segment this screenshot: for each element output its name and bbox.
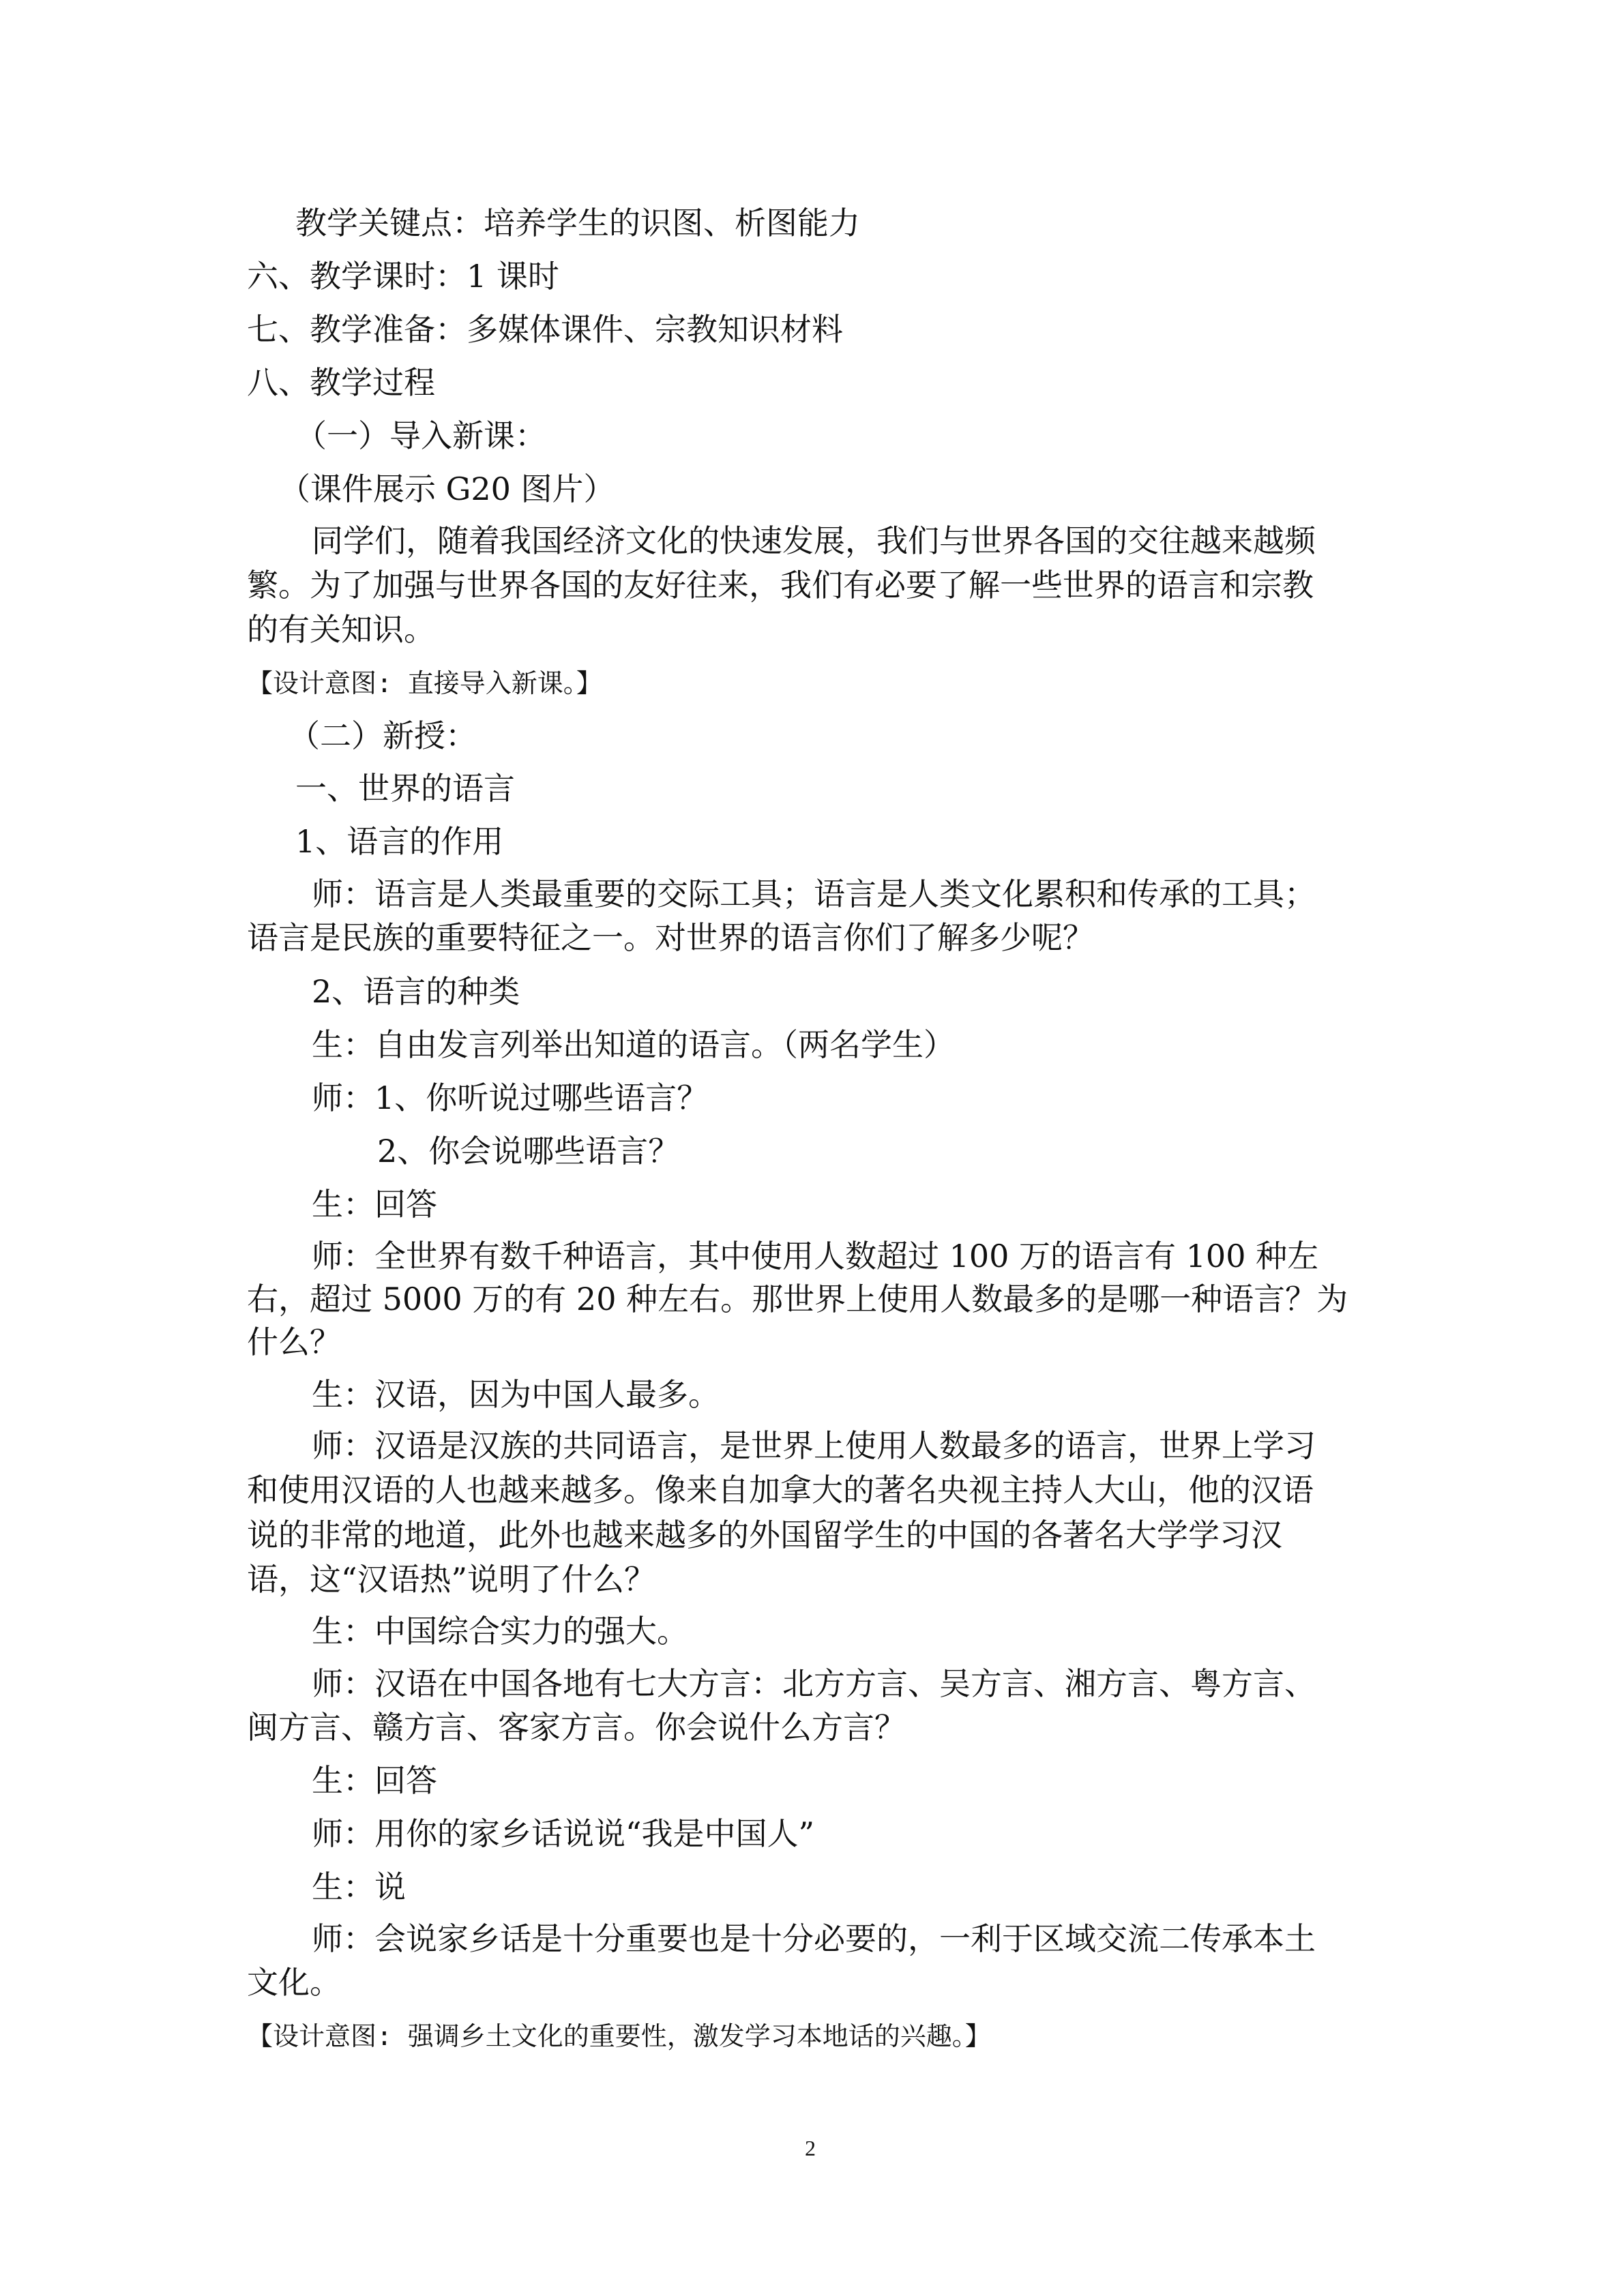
text-line: 同学们，随着我国经济文化的快速发展，我们与世界各国的交往越来越频 bbox=[312, 522, 1316, 559]
text-line: 师：用你的家乡话说说“我是中国人” bbox=[312, 1815, 815, 1852]
text-line: 生：说 bbox=[312, 1868, 406, 1905]
text-line: 右，超过 5000 万的有 20 种左右。那世界上使用人数最多的是哪一种语言？为 bbox=[247, 1281, 1348, 1317]
text-line: 语言是民族的重要特征之一。对世界的语言你们了解多少呢？ bbox=[247, 919, 1094, 956]
text-line: 1、语言的作用 bbox=[295, 823, 504, 860]
text-line: 语，这“汉语热”说明了什么？ bbox=[247, 1561, 656, 1598]
text-line: 的有关知识。 bbox=[247, 611, 435, 648]
text-line: 六、教学课时：1 课时 bbox=[247, 258, 559, 295]
text-line: 文化。 bbox=[247, 1964, 341, 2001]
text-line: 生：自由发言列举出知道的语言。（两名学生） bbox=[312, 1026, 955, 1063]
text-line: 什么？ bbox=[247, 1324, 341, 1360]
text-line: （二）新授： bbox=[289, 717, 477, 754]
design-note: 【设计意图: 直接导入新课。】 bbox=[247, 668, 602, 698]
text-line: 2、语言的种类 bbox=[312, 973, 520, 1010]
text-line: 生：回答 bbox=[312, 1762, 437, 1799]
text-line: 八、教学过程 bbox=[247, 364, 435, 401]
text-line: 师：会说家乡话是十分重要也是十分必要的，一利于区域交流二传承本土 bbox=[312, 1920, 1316, 1957]
text-line: 生：汉语，因为中国人最多。 bbox=[312, 1376, 720, 1413]
text-line: 师：汉语在中国各地有七大方言：北方方言、吴方言、湘方言、粤方言、 bbox=[312, 1665, 1316, 1702]
text-line: 和使用汉语的人也越来越多。像来自加拿大的著名央视主持人大山，他的汉语 bbox=[247, 1472, 1314, 1508]
text-line: 师：汉语是汉族的共同语言，是世界上使用人数最多的语言，世界上学习 bbox=[312, 1427, 1316, 1464]
text-line: 一、世界的语言 bbox=[295, 770, 515, 807]
text-line: 师：1、你听说过哪些语言？ bbox=[312, 1079, 709, 1116]
design-note: 【设计意图: 强调乡土文化的重要性，激发学习本地话的兴趣。】 bbox=[247, 2021, 991, 2051]
text-line: 师：语言是人类最重要的交际工具；语言是人类文化累积和传承的工具； bbox=[312, 876, 1316, 912]
text-line: 繁。为了加强与世界各国的友好往来，我们有必要了解一些世界的语言和宗教 bbox=[247, 567, 1314, 603]
text-line: 七、教学准备：多媒体课件、宗教知识材料 bbox=[247, 311, 843, 348]
text-line: 生：中国综合实力的强大。 bbox=[312, 1613, 688, 1650]
text-line: 2、你会说哪些语言？ bbox=[377, 1133, 680, 1169]
text-line: 闽方言、赣方言、客家方言。你会说什么方言？ bbox=[247, 1709, 906, 1746]
page-number: 2 bbox=[805, 2136, 816, 2160]
text-line: （一）导入新课： bbox=[295, 417, 546, 454]
text-line: 说的非常的地道，此外也越来越多的外国留学生的中国的各著名大学学习汉 bbox=[247, 1517, 1282, 1553]
text-line: （课件展示 G20 图片） bbox=[279, 471, 615, 507]
text-line: 生：回答 bbox=[312, 1186, 437, 1223]
text-line: 师：全世界有数千种语言，其中使用人数超过 100 万的语言有 100 种左 bbox=[312, 1238, 1319, 1274]
text-line: 教学关键点：培养学生的识图、析图能力 bbox=[295, 205, 860, 241]
